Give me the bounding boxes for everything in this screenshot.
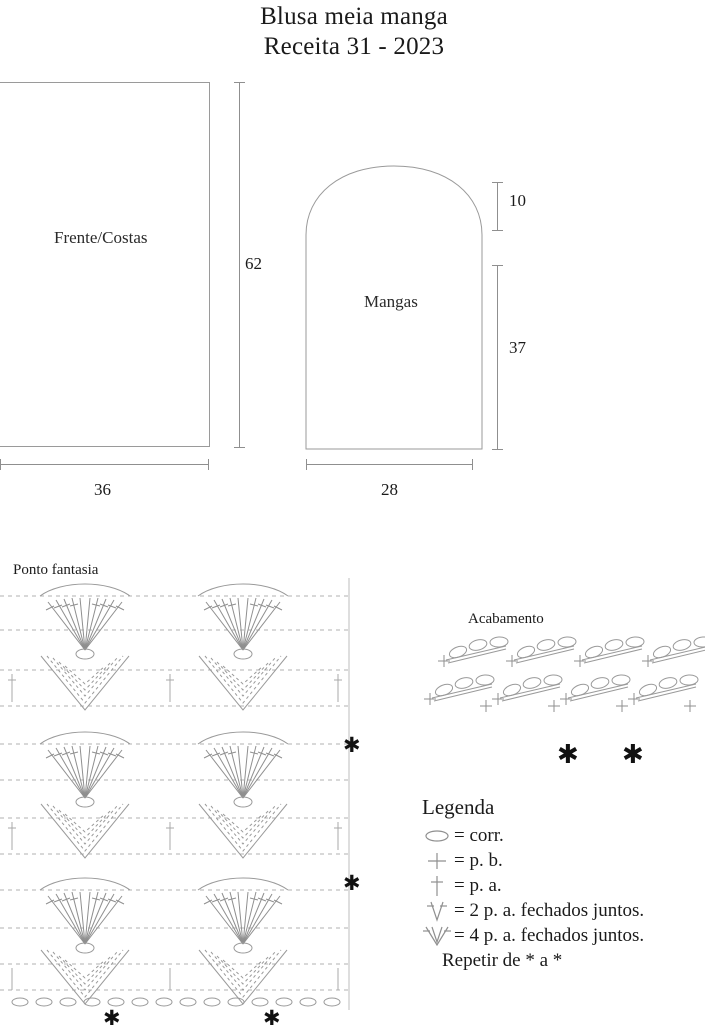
sleeve-body-dim-text: 37 [509, 338, 526, 357]
body-height-dim-line [239, 82, 240, 447]
sleeve-width-dim-line [306, 464, 473, 465]
legend-item-single-crochet-label: = p. b. [454, 849, 503, 871]
legend-item-treble [420, 873, 705, 898]
chain-stitch-icon [420, 829, 454, 843]
legend-item-cluster2 [420, 898, 705, 923]
legend-item-chain-label: = corr. [454, 824, 504, 846]
body-width-dim-line [0, 464, 209, 465]
legend-item-cluster4 [420, 923, 705, 948]
body-width-dim-cap-left [0, 459, 1, 470]
sleeve-width-dim-cap-right [472, 459, 473, 470]
sleeve-body-dim-cap-top [492, 265, 503, 266]
cluster-4-icon [420, 924, 454, 948]
sleeve-label: Mangas [364, 292, 418, 311]
legend [420, 795, 705, 972]
pattern-repeat-marker-bottom-1: ✱ [103, 1006, 121, 1030]
treble-crochet-icon [420, 874, 454, 898]
cluster-2-icon [420, 899, 454, 923]
pattern-chart [0, 578, 350, 1014]
body-width-dim-text: 36 [94, 480, 111, 499]
title-line-2: Receita 31 - 2023 [263, 33, 445, 60]
sleeve-width-dim-text: 28 [381, 480, 398, 499]
sleeve-cap-dim-text: 10 [509, 191, 526, 210]
body-height-dim-cap-top [234, 82, 245, 83]
pattern-repeat-marker-right-2: ✱ [343, 871, 361, 895]
legend-item-single-crochet [420, 848, 705, 873]
legend-item-cluster4-label: = 4 p. a. fechados juntos. [454, 924, 645, 946]
legend-item-cluster2-label: = 2 p. a. fechados juntos. [454, 899, 645, 921]
pattern-chart-label: Ponto fantasia [13, 562, 99, 578]
sleeve-body-dim-cap-bottom [492, 449, 503, 450]
edging-repeat-marker-2: ✱ [622, 740, 644, 769]
edging-repeat-marker-1: ✱ [557, 740, 579, 769]
pattern-repeat-marker-bottom-2: ✱ [263, 1006, 281, 1030]
legend-item-chain [420, 823, 705, 848]
sleeve-cap-dim-cap-top [492, 182, 503, 183]
legend-item-treble-label: = p. a. [454, 874, 502, 896]
legend-footer: Repetir de * a * [442, 950, 563, 971]
sleeve-cap-dim-cap-bottom [492, 230, 503, 231]
legend-title: Legenda [422, 795, 495, 819]
edging-chart [420, 630, 705, 730]
single-crochet-icon [420, 851, 454, 871]
title-line-1: Blusa meia manga [260, 3, 448, 30]
body-panel-shape [0, 82, 210, 447]
edging-chart-label: Acabamento [468, 611, 544, 627]
sleeve-cap-dim-line [497, 182, 498, 231]
pattern-repeat-marker-right-1: ✱ [343, 733, 361, 757]
body-panel-label: Frente/Costas [54, 228, 148, 247]
sleeve-body-dim-line [497, 265, 498, 450]
sleeve-width-dim-cap-left [306, 459, 307, 470]
body-height-dim-cap-bottom [234, 447, 245, 448]
body-width-dim-cap-right [208, 459, 209, 470]
body-height-dim-text: 62 [245, 254, 262, 273]
